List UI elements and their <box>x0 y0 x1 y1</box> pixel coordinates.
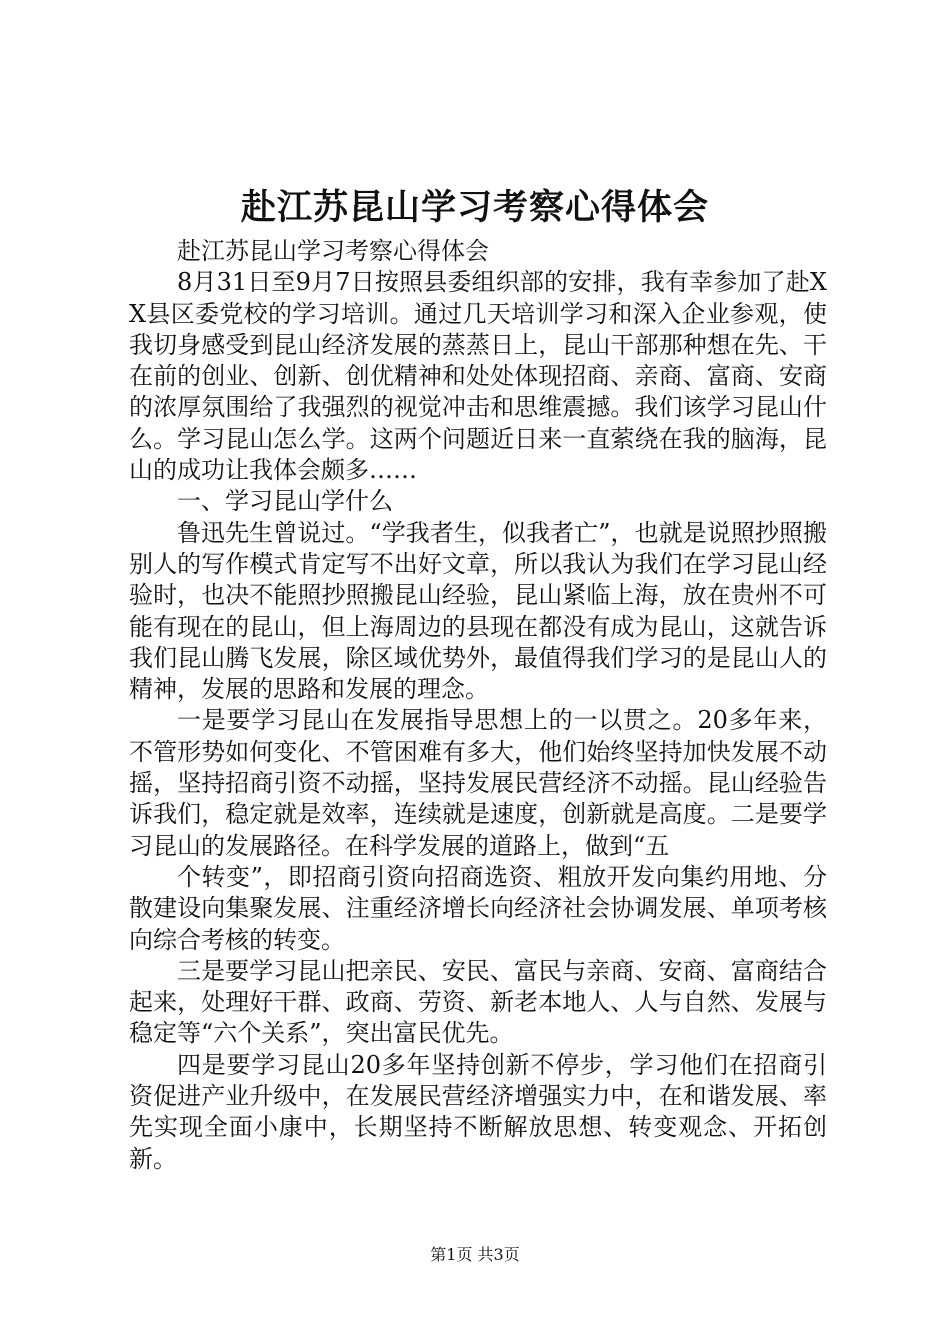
paragraph-subtitle: 赴江苏昆山学习考察心得体会 <box>177 237 489 265</box>
document-body <box>129 236 827 1175</box>
paragraph-intro: 8月31日至9月7日按照县委组织部的安排，我有幸参加了赴XX县区委党校的学习培训。通过几天培训学习和深入企业参观，使我切身感受到昆山经济发展的蒸蒸日上，昆山干部那种想在先、干在前的创业、创新、创优精神和处处体现招商、亲商、富商、安商的浓厚氛围给了我强烈的视觉冲击和思维震撼。我们该学习昆山什么。学习昆山怎么学。这两个问题近日来一直萦绕在我的脑海，昆山的成功让我体会颇多…… <box>129 268 827 485</box>
paragraph: 鲁迅先生曾说过。“学我者生，似我者亡”，也就是说照抄照搬别人的写作模式肯定写不出好文章，所以我认为我们在学习昆山经验时，也决不能照抄照搬昆山经验，昆山紧临上海，放在贵州不可能有现在的昆山，但上海周边的县现在都没有成为昆山，这就告诉我们昆山腾飞发展，除区域优势外，最值得我们学习的是昆山人的精神，发展的思路和发展的理念。 <box>129 518 827 704</box>
page-number-footer: 第1页 共3页 <box>430 1245 520 1264</box>
paragraph: 三是要学习昆山把亲民、安民、富民与亲商、安商、富商结合起来，处理好干群、政商、劳资、新老本地人、人与自然、发展与稳定等“六个关系”，突出富民优先。 <box>129 956 827 1048</box>
document-title: 赴江苏昆山学习考察心得体会 <box>240 187 709 228</box>
paragraph: 四是要学习昆山20多年坚持创新不停步，学习他们在招商引资促进产业升级中，在发展民营经济增强实力中，在和谐发展、率先实现全面小康中，长期坚持不断解放思想、转变观念、开拓创新。 <box>129 1050 827 1173</box>
section-heading: 一、学习昆山学什么 <box>177 487 393 516</box>
paragraph: 一是要学习昆山在发展指导思想上的一以贯之。20多年来，不管形势如何变化、不管困难有多大，他们始终坚持加快发展不动摇，坚持招商引资不动摇，坚持发展民营经济不动摇。昆山经验告诉我们，稳定就是效率，连续就是速度，创新就是高度。二是要学习昆山的发展路径。在科学发展的道路上，做到“五 <box>129 706 827 860</box>
paragraph: 个转变”，即招商引资向招商选资、粗放开发向集约用地、分散建设向集聚发展、注重经济增长向经济社会协调发展、单项考核向综合考核的转变。 <box>129 862 827 954</box>
